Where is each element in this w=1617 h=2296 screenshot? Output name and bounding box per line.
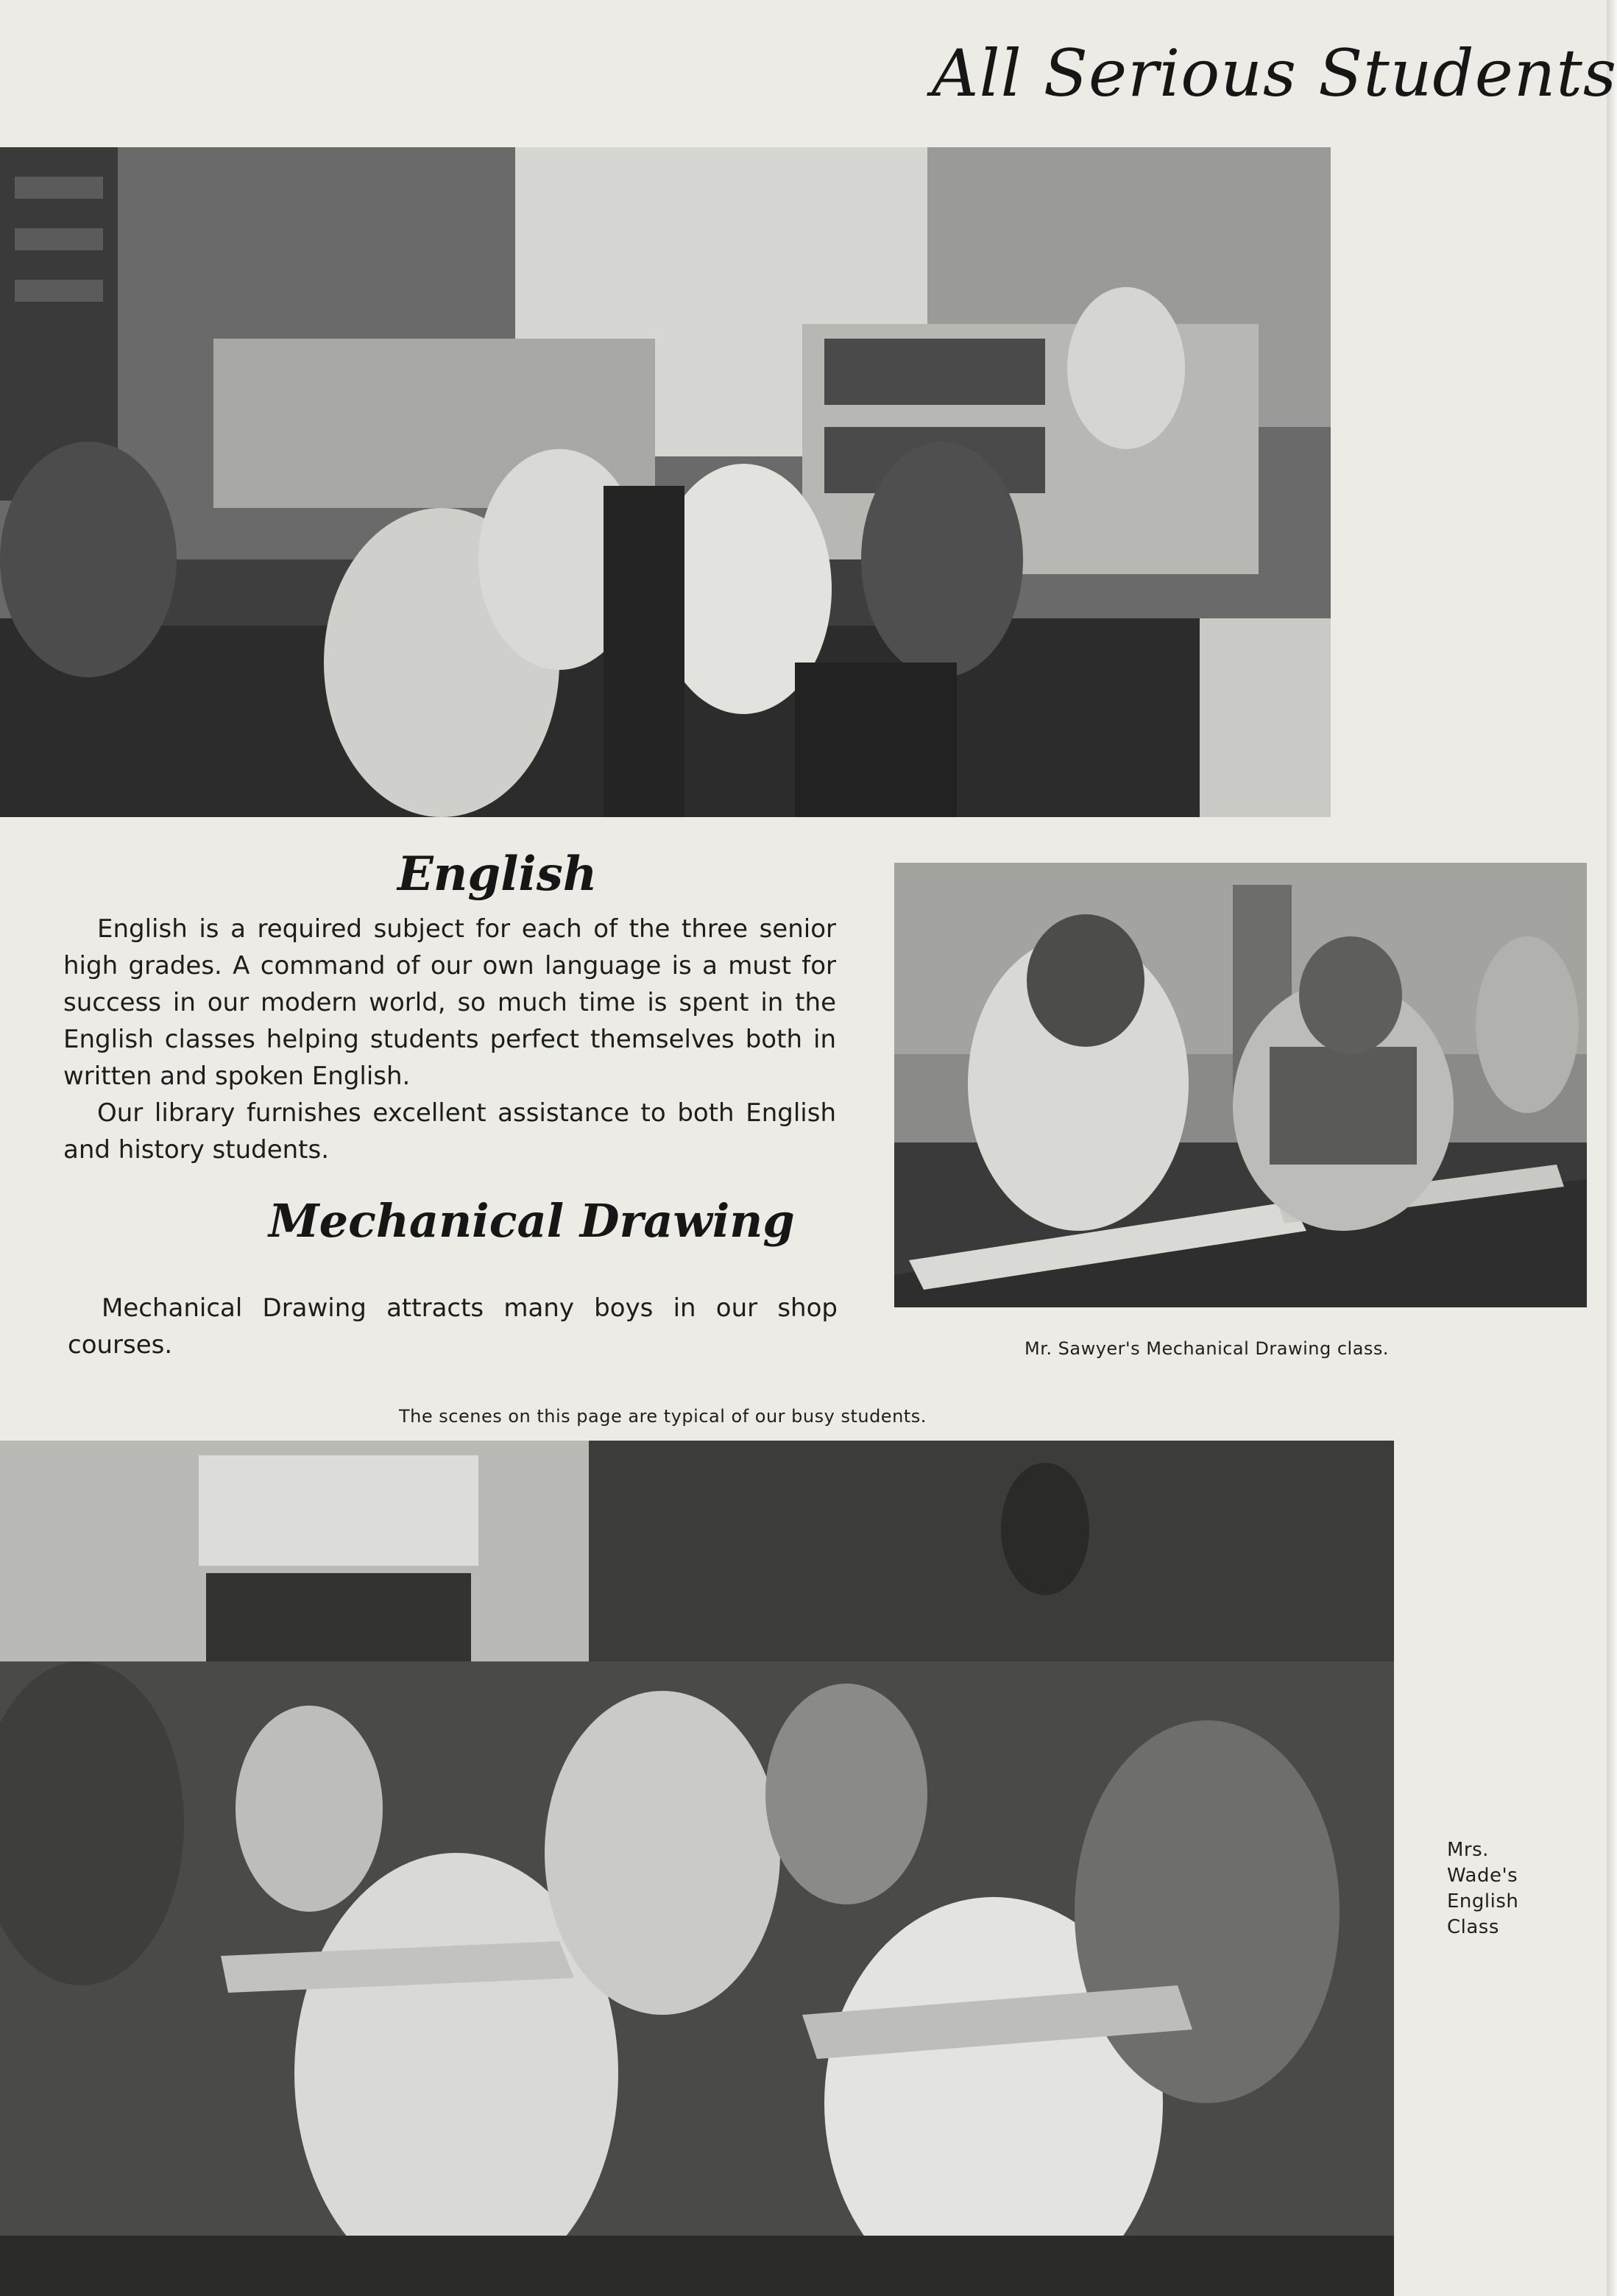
mechanical-drawing-heading: Mechanical Drawing: [269, 1194, 795, 1248]
english-paragraph: Our library furnishes excellent assistance to both English and history students.: [63, 1098, 836, 1165]
english-heading: English: [397, 847, 598, 902]
typical-scenes-caption: The scenes on this page are typical of our busy students.: [399, 1406, 927, 1427]
mechanical-drawing-body: [68, 1290, 838, 1363]
english-class-caption: Mrs. Wade's English Class: [1447, 1839, 1519, 1938]
english-class-photo: [0, 1441, 1394, 2296]
drawing-class-caption: Mr. Sawyer's Mechanical Drawing class.: [1025, 1338, 1390, 1359]
page-headline: All Serious Students: [931, 35, 1617, 111]
english-paragraph: English is a required subject for each of the three senior high grades. A command of our own language is a must for success in our modern world, so much time is spent in the English classes helping students perfect themselves both in written and spoken English.: [63, 914, 836, 1091]
mechanical-drawing-paragraph: Mechanical Drawing attracts many boys in our shop courses.: [68, 1293, 838, 1360]
drawing-class-photo: [894, 863, 1587, 1307]
library-photo: [0, 147, 1331, 817]
library-photo-art: [0, 147, 1331, 817]
drawing-class-photo-art: [894, 863, 1587, 1307]
english-body: [63, 911, 836, 1168]
page-edge: [1607, 0, 1617, 2296]
english-class-photo-art: [0, 1441, 1394, 2296]
